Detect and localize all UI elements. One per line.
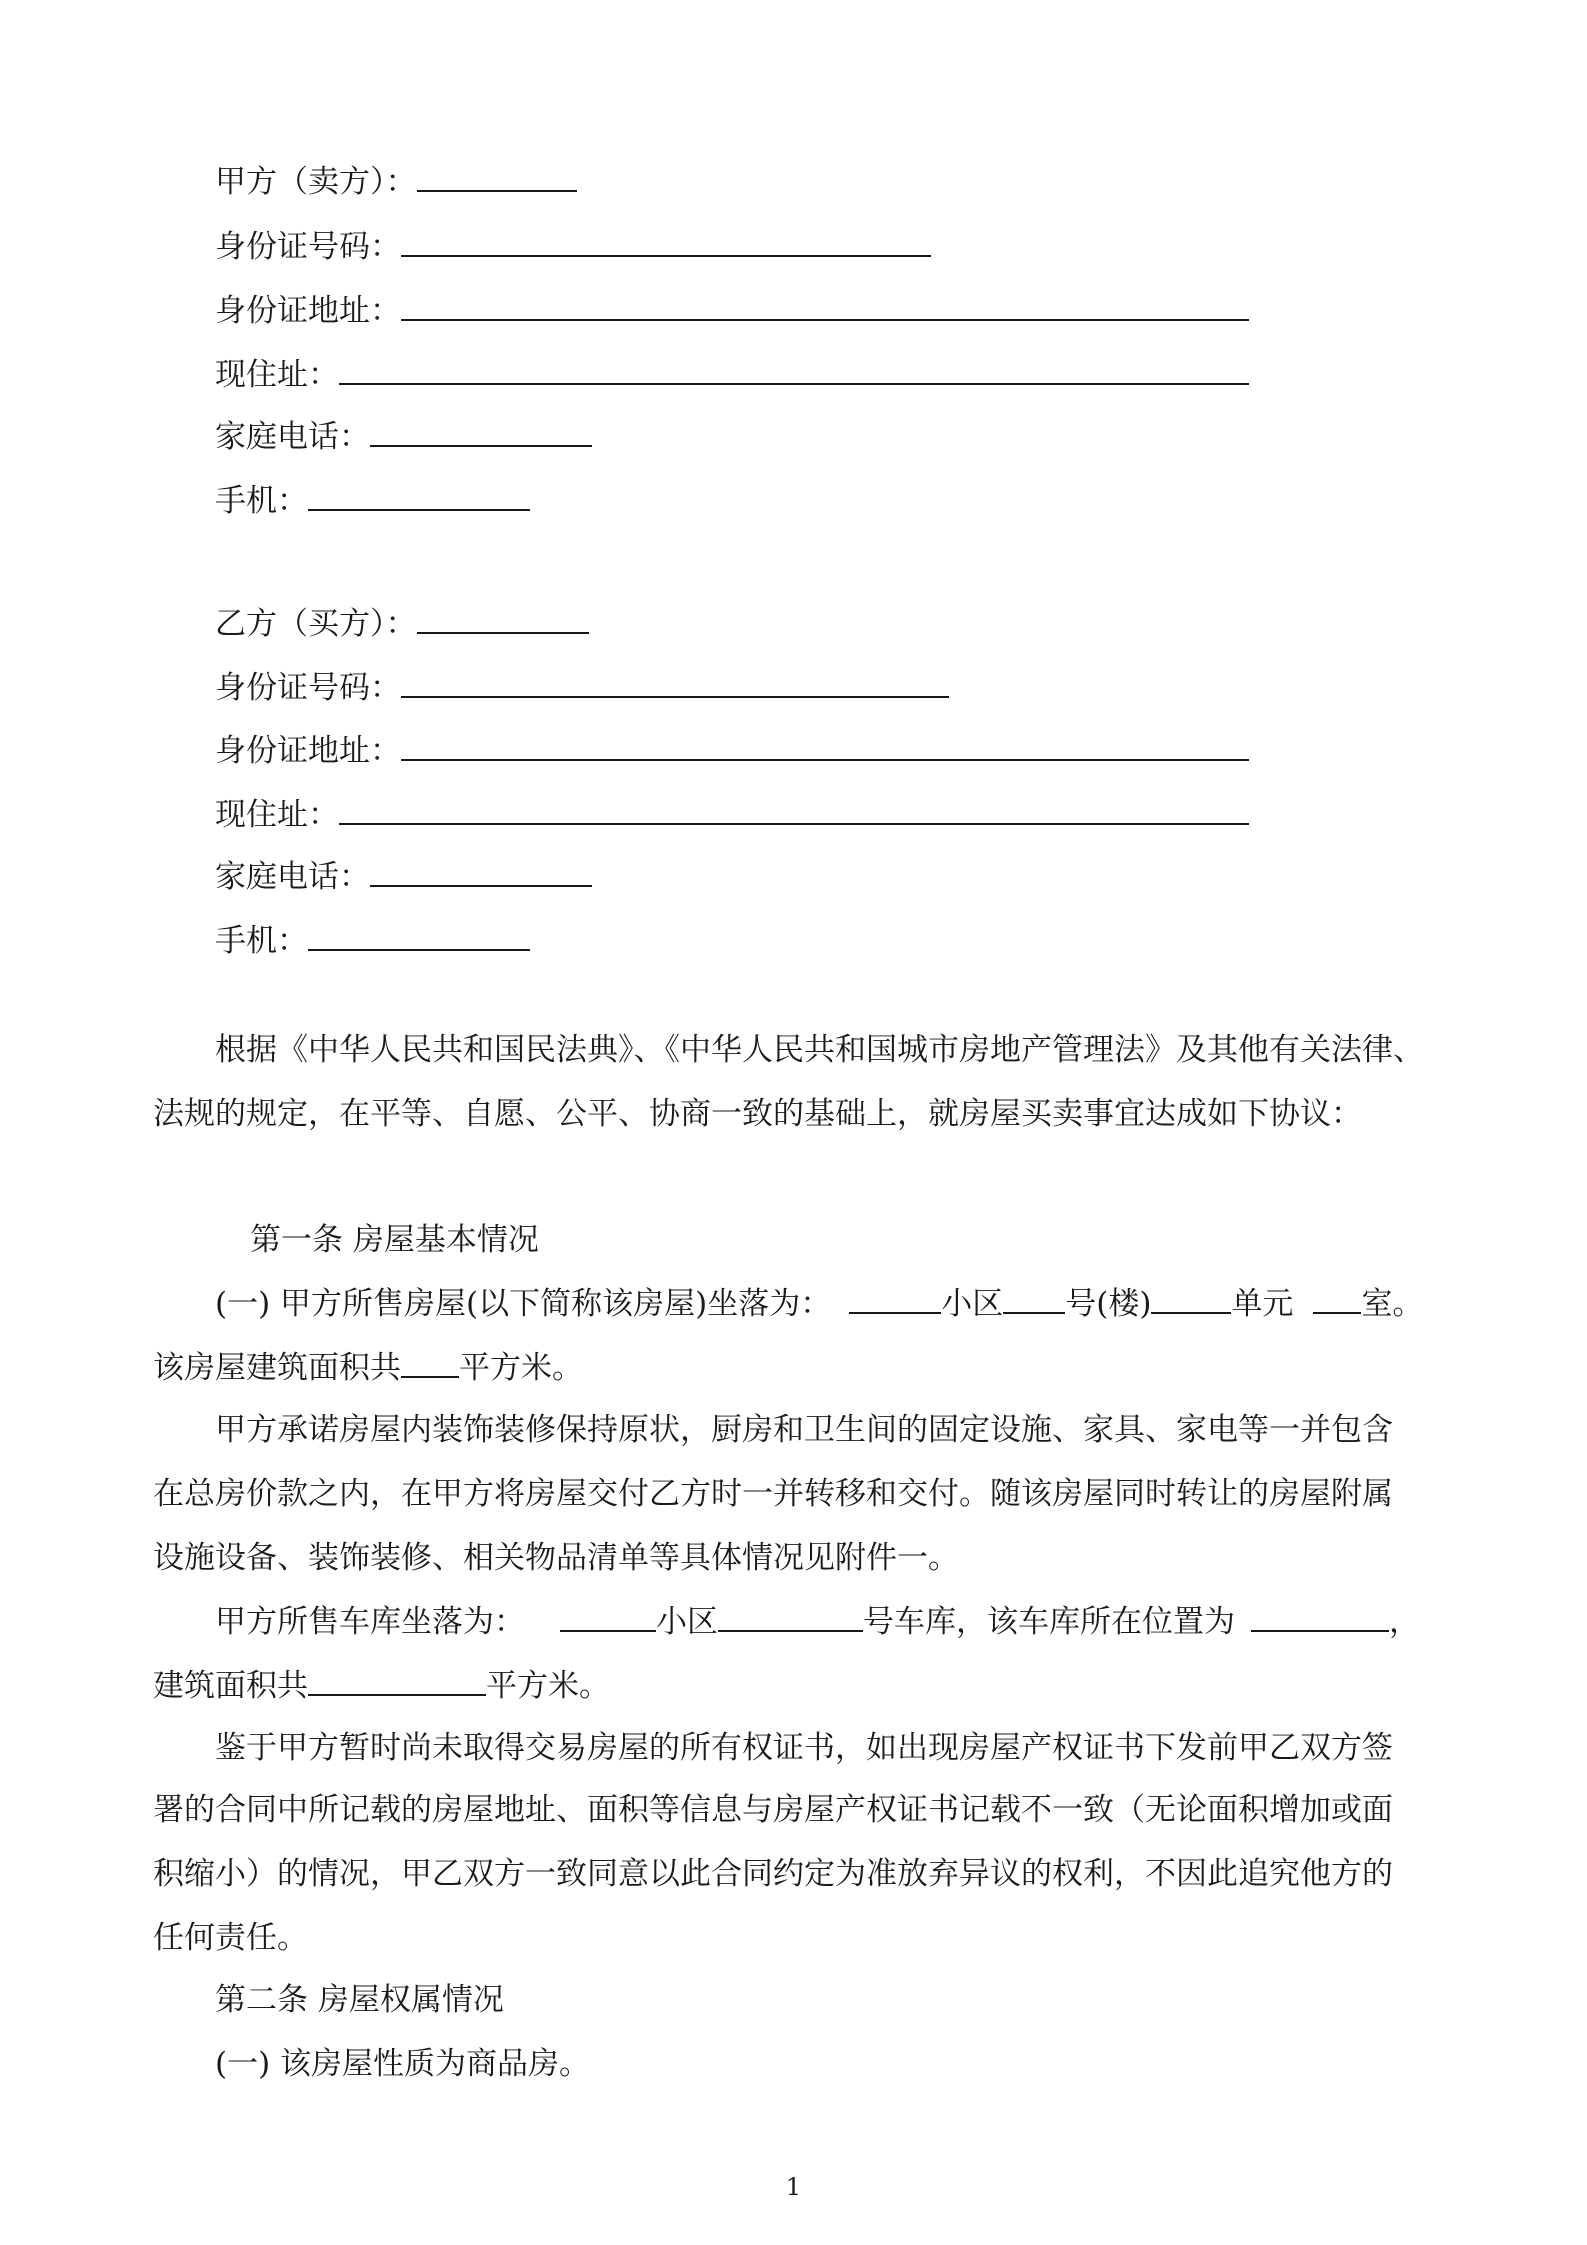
garage-prefix: 甲方所售车库坐落为： bbox=[215, 1604, 525, 1640]
building-blank[interactable] bbox=[1003, 1282, 1065, 1314]
party-a-id-number-row bbox=[215, 225, 931, 267]
party-a-id-address-label: 身份证地址： bbox=[215, 293, 401, 329]
community-blank[interactable] bbox=[849, 1282, 941, 1314]
party-a-mobile-row bbox=[215, 479, 530, 521]
party-b-title-row bbox=[215, 602, 589, 644]
building-label: 号(楼) bbox=[1065, 1286, 1152, 1322]
party-a-current-address-row bbox=[215, 353, 1249, 395]
party-b-home-phone-row bbox=[215, 855, 592, 897]
party-a-name-blank[interactable] bbox=[417, 160, 577, 192]
garage-area-suffix: 平方米。 bbox=[486, 1668, 610, 1704]
party-b-id-address-label: 身份证地址： bbox=[215, 733, 401, 769]
party-b-id-number-blank[interactable] bbox=[401, 666, 949, 698]
decoration-line-1: 甲方承诺房屋内装饰装修保持原状，厨房和卫生间的固定设施、家具、家电等一并包含 bbox=[215, 1412, 1393, 1448]
garage-position-blank[interactable] bbox=[1251, 1600, 1389, 1632]
party-b-home-phone-blank[interactable] bbox=[370, 855, 592, 887]
unit-label: 单元 bbox=[1231, 1286, 1294, 1322]
garage-community-blank[interactable] bbox=[560, 1600, 656, 1632]
article-1-heading: 第一条 房屋基本情况 bbox=[250, 1222, 539, 1258]
party-b-id-number-row bbox=[215, 666, 949, 708]
garage-area-prefix: 建筑面积共 bbox=[153, 1668, 308, 1704]
garage-area-blank[interactable] bbox=[308, 1664, 486, 1696]
party-b-mobile-blank[interactable] bbox=[308, 919, 530, 951]
party-a-id-number-label: 身份证号码： bbox=[215, 229, 401, 265]
house-area-blank[interactable] bbox=[401, 1346, 459, 1378]
party-a-home-phone-row bbox=[215, 415, 592, 457]
certificate-line-4: 任何责任。 bbox=[153, 1920, 308, 1956]
article-2-heading: 第二条 房屋权属情况 bbox=[215, 1982, 504, 2018]
party-b-current-address-label: 现住址： bbox=[215, 797, 339, 833]
garage-area-row bbox=[153, 1664, 610, 1706]
house-area-row bbox=[153, 1346, 583, 1388]
page-number: 1 bbox=[785, 2173, 802, 2201]
party-b-id-address-blank[interactable] bbox=[401, 729, 1249, 761]
house-area-suffix: 平方米。 bbox=[459, 1350, 583, 1386]
party-a-mobile-blank[interactable] bbox=[308, 479, 530, 511]
party-a-home-phone-label: 家庭电话： bbox=[215, 419, 370, 455]
party-b-id-address-row bbox=[215, 729, 1249, 771]
certificate-line-3: 积缩小）的情况，甲乙双方一致同意以此合同约定为准放弃异议的权利，不因此追究他方的 bbox=[153, 1856, 1393, 1892]
party-b-current-address-blank[interactable] bbox=[339, 793, 1249, 825]
party-b-mobile-label: 手机： bbox=[215, 923, 308, 959]
party-a-mobile-label: 手机： bbox=[215, 483, 308, 519]
garage-number-blank[interactable] bbox=[718, 1600, 863, 1632]
location-prefix: (一) 甲方所售房屋(以下简称该房屋)坐落为： bbox=[215, 1286, 832, 1322]
garage-location-row bbox=[215, 1600, 1420, 1642]
party-a-current-address-blank[interactable] bbox=[339, 353, 1249, 385]
certificate-line-1: 鉴于甲方暂时尚未取得交易房屋的所有权证书，如出现房屋产权证书下发前甲乙双方签 bbox=[215, 1730, 1393, 1766]
decoration-line-3: 设施设备、装饰装修、相关物品清单等具体情况见附件一。 bbox=[153, 1540, 959, 1576]
party-b-title: 乙方（买方）： bbox=[215, 606, 417, 642]
room-label: 室。 bbox=[1361, 1286, 1424, 1322]
room-blank[interactable] bbox=[1313, 1282, 1361, 1314]
party-b-mobile-row bbox=[215, 919, 530, 961]
preamble-line-1: 根据《中华人民共和国民法典》、《中华人民共和国城市房地产管理法》及其他有关法律、 bbox=[215, 1032, 1424, 1068]
party-a-home-phone-blank[interactable] bbox=[370, 415, 592, 447]
party-a-current-address-label: 现住址： bbox=[215, 357, 339, 393]
preamble-line-2: 法规的规定，在平等、自愿、公平、协商一致的基础上，就房屋买卖事宜达成如下协议： bbox=[153, 1096, 1362, 1132]
unit-blank[interactable] bbox=[1151, 1282, 1231, 1314]
house-area-prefix: 该房屋建筑面积共 bbox=[153, 1350, 401, 1386]
party-a-title: 甲方（卖方）： bbox=[215, 164, 417, 200]
party-a-title-row bbox=[215, 160, 577, 202]
party-b-name-blank[interactable] bbox=[417, 602, 589, 634]
article-1-location-row bbox=[215, 1282, 1423, 1324]
certificate-line-2: 署的合同中所记载的房屋地址、面积等信息与房屋产权证书记载不一致（无论面积增加或面 bbox=[153, 1792, 1393, 1828]
decoration-line-2: 在总房价款之内，在甲方将房屋交付乙方时一并转移和交付。随该房屋同时转让的房屋附属 bbox=[153, 1476, 1393, 1512]
garage-number-label: 号车库，该车库所在位置为 bbox=[863, 1604, 1235, 1640]
garage-community-label: 小区 bbox=[656, 1604, 718, 1640]
party-a-id-number-blank[interactable] bbox=[401, 225, 931, 257]
party-a-id-address-row bbox=[215, 289, 1249, 331]
party-b-current-address-row bbox=[215, 793, 1249, 835]
community-label: 小区 bbox=[941, 1286, 1004, 1322]
party-a-id-address-blank[interactable] bbox=[401, 289, 1249, 321]
party-b-id-number-label: 身份证号码： bbox=[215, 670, 401, 706]
party-b-home-phone-label: 家庭电话： bbox=[215, 859, 370, 895]
garage-comma: ， bbox=[1389, 1604, 1420, 1640]
article-2-item-1: (一) 该房屋性质为商品房。 bbox=[215, 2046, 591, 2082]
